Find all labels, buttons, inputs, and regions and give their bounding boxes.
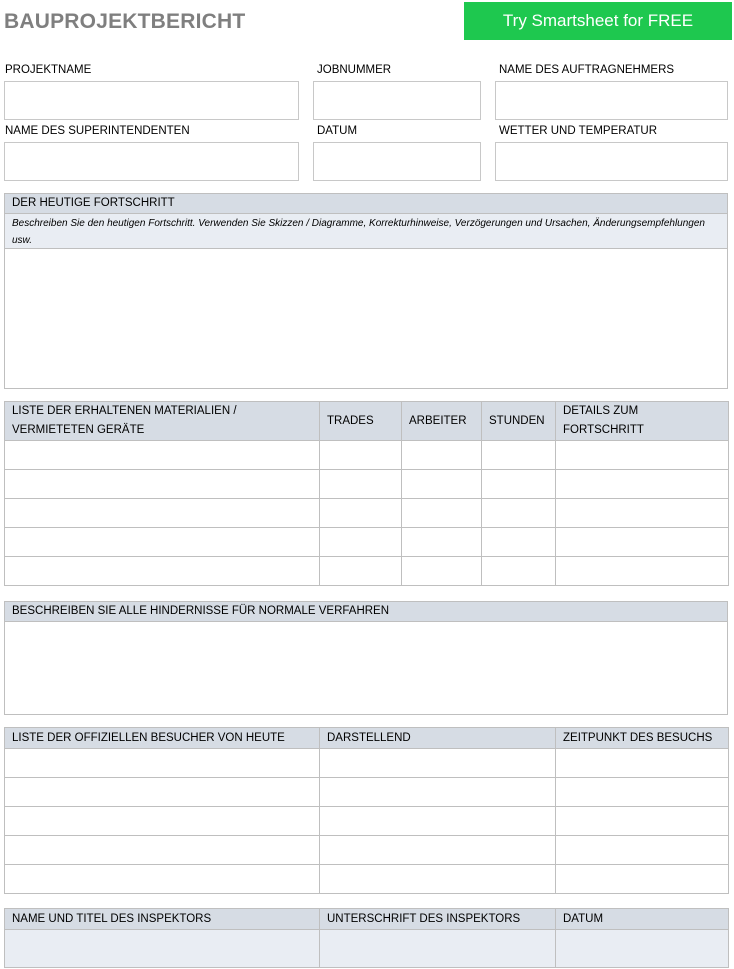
inspector-table [4, 908, 729, 968]
table-cell[interactable] [320, 528, 402, 557]
table-cell[interactable] [320, 749, 556, 778]
table-cell[interactable] [402, 470, 482, 499]
inspector-date-header: DATUM [556, 909, 729, 930]
table-row [5, 807, 729, 836]
table-cell[interactable] [402, 499, 482, 528]
table-row [5, 778, 729, 807]
trades-header: TRADES [320, 402, 402, 441]
table-cell[interactable] [402, 441, 482, 470]
inspector-signature-header: UNTERSCHRIFT DES INSPEKTORS [320, 909, 556, 930]
table-cell[interactable] [5, 441, 320, 470]
table-cell[interactable] [5, 778, 320, 807]
table-cell[interactable] [556, 836, 729, 865]
table-cell[interactable] [482, 528, 556, 557]
table-cell[interactable] [320, 441, 402, 470]
table-cell[interactable] [556, 807, 729, 836]
table-cell[interactable] [556, 557, 729, 586]
visitors-table [4, 727, 729, 894]
table-cell[interactable] [5, 865, 320, 894]
visit-time-header: ZEITPUNKT DES BESUCHS [556, 728, 729, 749]
inspector-name-header: NAME UND TITEL DES INSPEKTORS [5, 909, 320, 930]
table-cell[interactable] [5, 836, 320, 865]
page-title: BAUPROJEKTBERICHT [4, 10, 246, 33]
obstacles-text-area[interactable] [4, 621, 728, 715]
table-cell[interactable] [5, 807, 320, 836]
table-cell[interactable] [5, 470, 320, 499]
table-cell[interactable] [5, 499, 320, 528]
table-cell[interactable] [556, 865, 729, 894]
table-cell[interactable] [402, 557, 482, 586]
table-cell[interactable] [556, 441, 729, 470]
representing-header: DARSTELLEND [320, 728, 556, 749]
table-cell[interactable] [482, 470, 556, 499]
materials-table [4, 401, 729, 586]
materials-header: LISTE DER ERHALTENEN MATERIALIEN / VERMIETETEN GERÄTE [5, 402, 320, 441]
visitors-header: LISTE DER OFFIZIELLEN BESUCHER VON HEUTE [5, 728, 320, 749]
hours-header: STUNDEN [482, 402, 556, 441]
table-cell[interactable] [320, 778, 556, 807]
table-cell[interactable] [482, 441, 556, 470]
table-cell[interactable] [556, 528, 729, 557]
table-cell[interactable] [320, 470, 402, 499]
contractor-name-field[interactable] [495, 81, 728, 120]
progress-instructions: Beschreiben Sie den heutigen Fortschritt. Verwenden Sie Skizzen / Diagramme, Korrekturhinweise, Verzögerungen und Ursachen, Änderungsempfehlungen usw. [4, 213, 728, 249]
inspector-signature-cell[interactable] [320, 930, 556, 968]
table-cell[interactable] [556, 499, 729, 528]
date-field[interactable] [313, 142, 481, 181]
inspector-name-cell[interactable] [5, 930, 320, 968]
table-cell[interactable] [482, 499, 556, 528]
job-number-label: JOBNUMMER [317, 64, 392, 76]
table-cell[interactable] [320, 557, 402, 586]
superintendent-name-label: NAME DES SUPERINTENDENTEN [5, 125, 190, 137]
inspector-date-cell[interactable] [556, 930, 729, 968]
table-cell[interactable] [320, 865, 556, 894]
table-row [5, 557, 729, 586]
table-cell[interactable] [5, 749, 320, 778]
contractor-name-label: NAME DES AUFTRAGNEHMERS [499, 64, 675, 76]
table-cell[interactable] [5, 557, 320, 586]
table-row [5, 836, 729, 865]
table-cell[interactable] [5, 528, 320, 557]
table-row [5, 528, 729, 557]
job-number-field[interactable] [313, 81, 481, 120]
table-cell[interactable] [320, 807, 556, 836]
progress-heading: DER HEUTIGE FORTSCHRITT [4, 193, 728, 214]
weather-label: WETTER UND TEMPERATUR [499, 125, 658, 137]
obstacles-heading: BESCHREIBEN SIE ALLE HINDERNISSE FÜR NORMALE VERFAHREN [4, 601, 728, 622]
try-smartsheet-button[interactable]: Try Smartsheet for FREE [464, 2, 732, 40]
table-row [5, 930, 729, 968]
table-cell[interactable] [556, 470, 729, 499]
superintendent-name-field[interactable] [4, 142, 299, 181]
table-cell[interactable] [482, 557, 556, 586]
table-cell[interactable] [320, 499, 402, 528]
table-cell[interactable] [556, 749, 729, 778]
table-row [5, 470, 729, 499]
date-label: DATUM [317, 125, 358, 137]
table-row [5, 441, 729, 470]
table-row [5, 499, 729, 528]
progress-details-header: DETAILS ZUM FORTSCHRITT [556, 402, 729, 441]
table-row [5, 749, 729, 778]
progress-text-area[interactable] [4, 248, 728, 389]
project-name-label: PROJEKTNAME [5, 64, 92, 76]
weather-field[interactable] [495, 142, 728, 181]
project-name-field[interactable] [4, 81, 299, 120]
table-cell[interactable] [556, 778, 729, 807]
table-cell[interactable] [402, 528, 482, 557]
table-row [5, 865, 729, 894]
workers-header: ARBEITER [402, 402, 482, 441]
table-cell[interactable] [320, 836, 556, 865]
